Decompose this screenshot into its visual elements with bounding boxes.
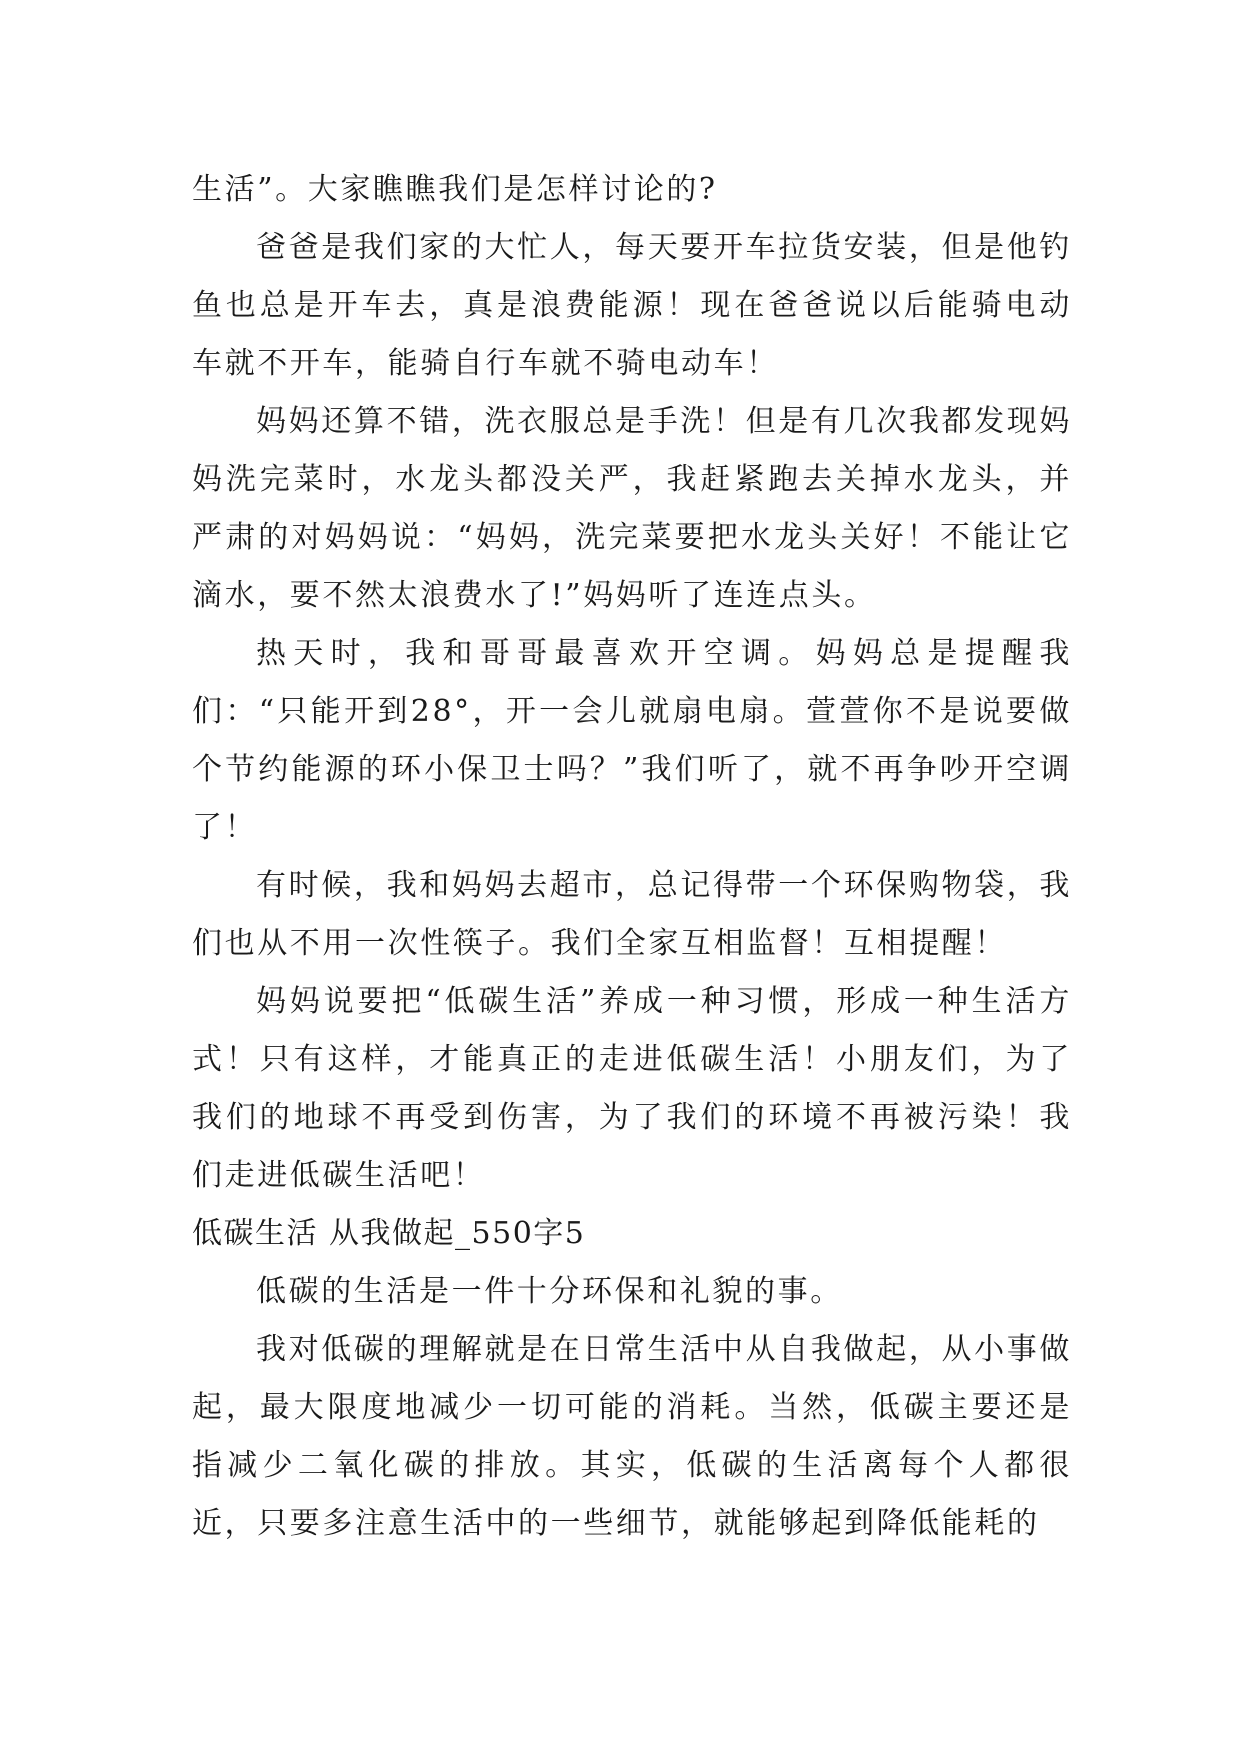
paragraph-dad: 爸爸是我们家的大忙人，每天要开车拉货安装，但是他钓鱼也总是开车去，真是浪费能源！现在爸爸说以后能骑电动车就不开车，能骑自行车就不骑电动车！: [192, 230, 1072, 381]
continuation-paragraph: 生活”。大家瞧瞧我们是怎样讨论的?: [192, 172, 718, 207]
section-title: 低碳生活 从我做起_550字5: [192, 1216, 586, 1251]
paragraph-intro: 低碳的生活是一件十分环保和礼貌的事。: [256, 1274, 843, 1309]
paragraph-mom-water: 妈妈还算不错，洗衣服总是手洗！但是有几次我都发现妈妈洗完菜时，水龙头都没关严，我赶紧跑去关掉水龙头，并严肃的对妈妈说：“妈妈，洗完菜要把水龙头关好！不能让它滴水，要不然太浪费水了!”妈妈听了连连点头。: [192, 404, 1072, 613]
paragraph-habit: 妈妈说要把“低碳生活”养成一种习惯，形成一种生活方式！只有这样，才能真正的走进低碳生活！小朋友们，为了我们的地球不再受到伤害，为了我们的环境不再被污染！我们走进低碳生活吧！: [192, 984, 1072, 1193]
paragraph-air-conditioner: 热天时，我和哥哥最喜欢开空调。妈妈总是提醒我们：“只能开到28°，开一会儿就扇电扇。萱萱你不是说要做个节约能源的环小保卫士吗？”我们听了，就不再争吵开空调了！: [192, 636, 1072, 845]
document-page: [192, 161, 1072, 1553]
paragraph-understanding: 我对低碳的理解就是在日常生活中从自我做起，从小事做起，最大限度地减少一切可能的消耗。当然，低碳主要还是指减少二氧化碳的排放。其实，低碳的生活离每个人都很近，只要多注意生活中的一些细节，就能够起到降低能耗的: [192, 1332, 1072, 1541]
paragraph-supermarket: 有时候，我和妈妈去超市，总记得带一个环保购物袋，我们也从不用一次性筷子。我们全家互相监督！互相提醒！: [192, 868, 1072, 961]
